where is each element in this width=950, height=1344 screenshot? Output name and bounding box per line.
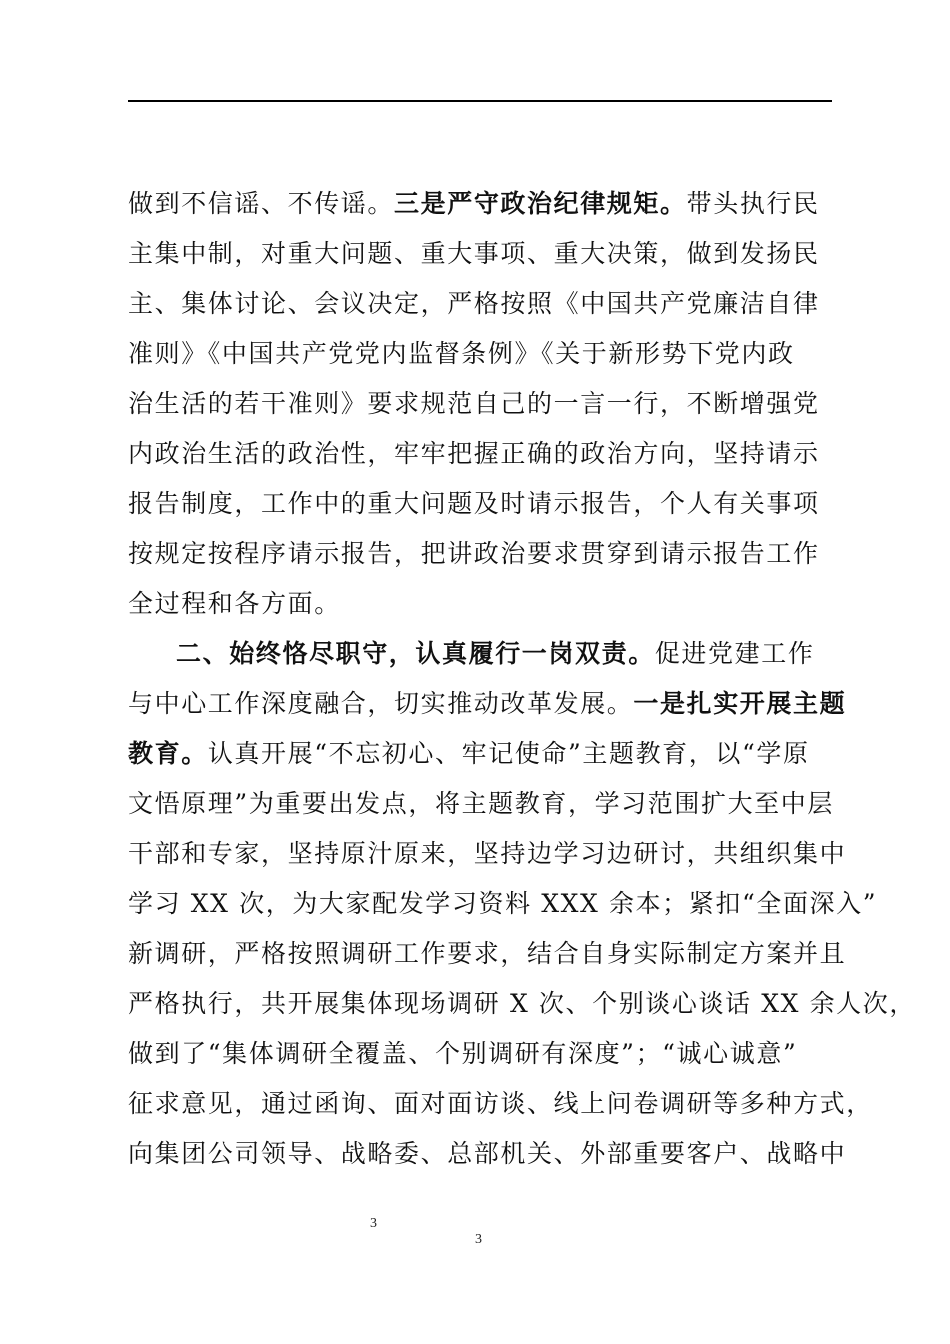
header-rule: [128, 100, 832, 102]
text-line: [128, 188, 848, 220]
text-run: 促进党建工作: [654, 639, 815, 668]
bold-run: 教育。: [128, 739, 208, 768]
text-line: [128, 888, 878, 920]
text-line: [128, 388, 848, 420]
text-line: [128, 238, 848, 270]
text-line: [128, 538, 848, 570]
text-run: 做到不信谣、不传谣。: [128, 189, 395, 218]
text-line: [128, 838, 848, 870]
text-run: 准则》《中国共产党党内监督条例》《关于新形势下党内政: [128, 339, 795, 368]
text-run: 主、集体讨论、会议决定，严格按照《中国共产党廉洁自律: [128, 289, 820, 318]
text-line: [128, 1088, 873, 1120]
text-run: 征求意见，通过函询、面对面访谈、线上问卷调研等多种方式，: [128, 1089, 873, 1118]
bold-run: 一是扎实开展主题: [633, 689, 847, 718]
text-line: [128, 988, 916, 1020]
text-run: 带头执行民: [686, 189, 820, 218]
page-number: 3: [370, 1216, 377, 1231]
text-line: [128, 938, 848, 970]
text-line: [128, 1038, 848, 1070]
text-run: 学习 XX 次，为大家配发学习资料 XXX 余本；紧扣“全面深入”: [128, 889, 878, 918]
text-line: [128, 488, 848, 520]
text-line: [128, 338, 848, 370]
text-line: [128, 738, 848, 770]
text-run: 与中心工作深度融合，切实推动改革发展。: [128, 689, 634, 718]
text-run: 全过程和各方面。: [128, 589, 341, 618]
text-line: [128, 788, 848, 820]
text-run: 严格执行，共开展集体现场调研 X 次、个别谈心谈话 XX 余人次，: [128, 989, 916, 1018]
text-run: 做到了“集体调研全覆盖、个别调研有深度”；“诚心诚意”: [128, 1039, 798, 1068]
text-run: 干部和专家，坚持原汁原来，坚持边学习边研讨，共组织集中: [128, 839, 847, 868]
text-run: 认真开展“不忘初心、牢记使命”主题教育，以“学原: [207, 739, 810, 768]
text-run: 向集团公司领导、战略委、总部机关、外部重要客户、战略中: [128, 1139, 847, 1168]
text-line: [128, 438, 848, 470]
bold-run: 二、始终恪尽职守，认真履行一岗双责。: [176, 639, 655, 668]
text-run: 文悟原理”为重要出发点，将主题教育，学习范围扩大至中层: [128, 789, 834, 818]
text-run: 新调研，严格按照调研工作要求，结合自身实际制定方案并且: [128, 939, 847, 968]
bold-run: 三是严守政治纪律规矩。: [394, 189, 687, 218]
text-line: [128, 588, 848, 620]
text-line: [128, 688, 848, 720]
text-run: 按规定按程序请示报告，把讲政治要求贯穿到请示报告工作: [128, 539, 820, 568]
text-line: [128, 1138, 848, 1170]
text-run: 内政治生活的政治性，牢牢把握正确的政治方向，坚持请示: [128, 439, 820, 468]
text-run: 主集中制，对重大问题、重大事项、重大决策，做到发扬民: [128, 239, 820, 268]
text-run: 治生活的若干准则》要求规范自己的一言一行，不断增强党: [128, 389, 820, 418]
text-line: [176, 638, 896, 670]
page-number-duplicate: 3: [475, 1232, 482, 1247]
text-line: [128, 288, 848, 320]
text-run: 报告制度，工作中的重大问题及时请示报告，个人有关事项: [128, 489, 820, 518]
